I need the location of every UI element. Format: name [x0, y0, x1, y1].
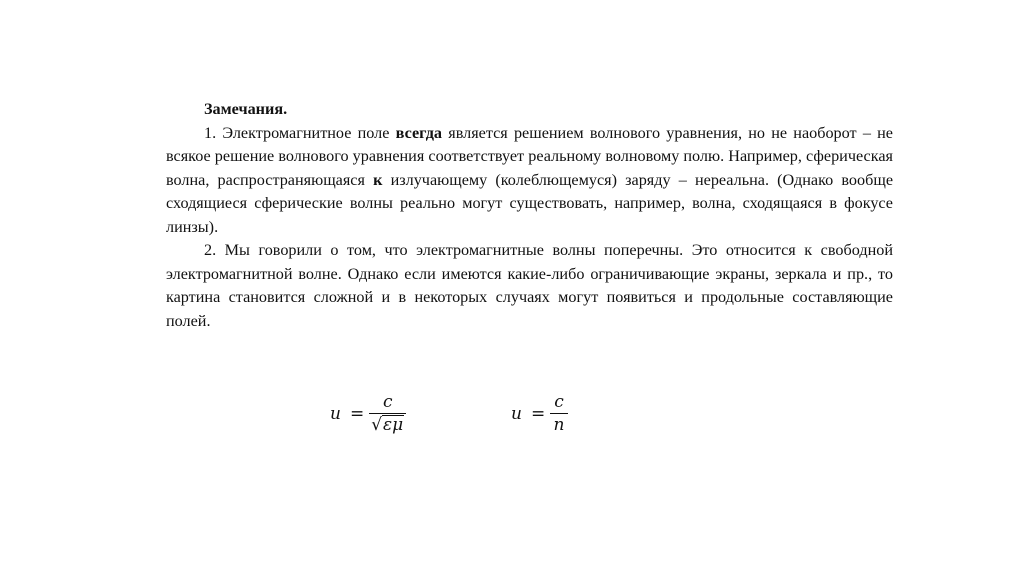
note-1-text-b: является решением волнового уравнения, но не наоборот – не всякое решение волнового уравнения соответствует реальному волновому полю. Например, сферическая волна, распространяющаяся	[166, 123, 893, 189]
note-1-text-c: излучающему (колеблющемуся) заряду – нереальна. (Однако вообще сходящиеся сферические волны реально могут существовать, например, волна, сходящаяся в фокусе линзы).	[166, 170, 894, 236]
formula-speed-refractive-index	[511, 392, 568, 435]
formula-speed-epsilon-mu	[330, 392, 406, 435]
formula-2-lhs: u	[511, 403, 522, 424]
formula-1-lhs: u	[330, 403, 341, 424]
notes-heading: Замечания.	[204, 100, 288, 118]
formula-1-fraction	[369, 392, 406, 435]
square-root	[371, 415, 404, 435]
formula-1-numerator: c	[382, 392, 393, 412]
formula-1-denominator	[369, 414, 406, 435]
note-1-text-a: 1. Электромагнитное поле	[204, 123, 396, 142]
notes-text-block	[166, 98, 893, 333]
radical-sign: √	[371, 415, 383, 435]
radicand-epsilon-mu: εμ	[383, 415, 404, 435]
formula-2-fraction	[550, 392, 568, 435]
note-1-bold-always: всегда	[395, 123, 443, 142]
formula-2-equals: =	[530, 403, 546, 424]
note-paragraph-2: 2. Мы говорили о том, что электромагнитные волны поперечны. Это относится к свободной электромагнитной волне. Однако если имеются какие-либо ограничивающие экраны, зеркала и пр., то картина становится сложной и в некоторых случаях могут появиться и продольные составляющие полей.	[166, 241, 893, 330]
formula-1-equals: =	[349, 403, 365, 424]
formula-2-denominator: n	[553, 415, 565, 435]
note-1-bold-towards: к	[373, 170, 383, 189]
note-paragraph-1	[166, 122, 893, 240]
formula-2-numerator: c	[554, 392, 564, 412]
